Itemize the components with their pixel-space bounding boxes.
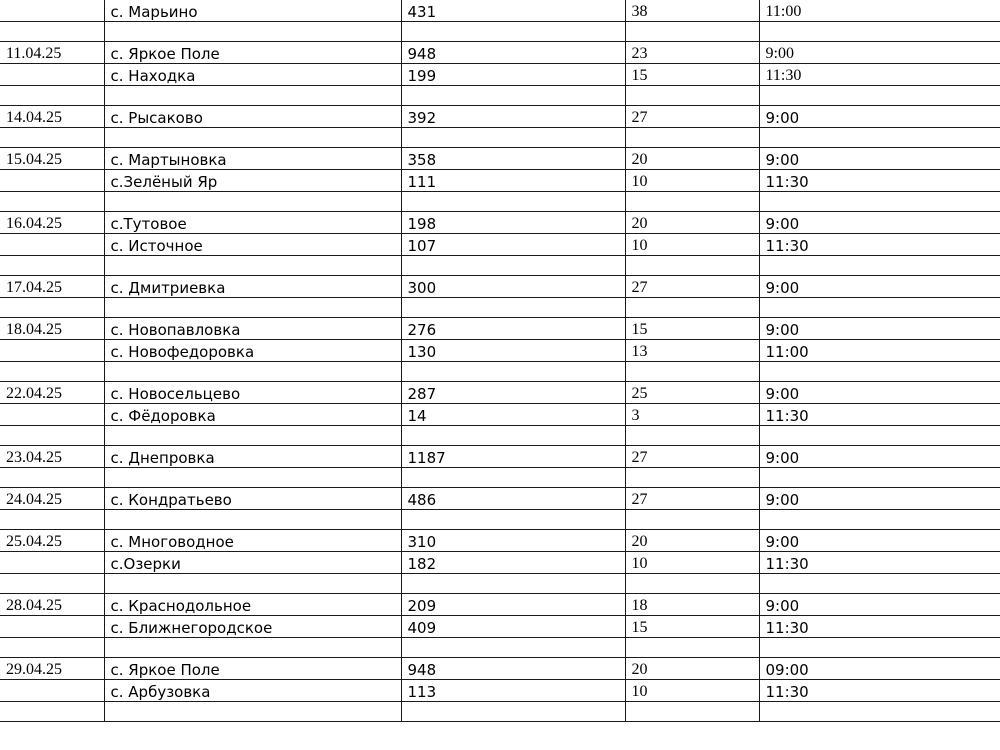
time-cell: 11:00	[759, 340, 1000, 362]
date-cell: 15.04.25	[0, 148, 104, 170]
time-cell: 11:30	[759, 170, 1000, 192]
separator-row	[0, 256, 1000, 276]
settlement-cell: с. Фёдоровка	[104, 404, 401, 426]
table-row	[0, 594, 1000, 616]
date-cell	[0, 616, 104, 638]
empty-cell	[104, 298, 401, 318]
count-cell: 38	[625, 0, 759, 22]
settlement-cell: с. Новофедоровка	[104, 340, 401, 362]
empty-cell	[0, 510, 104, 530]
empty-cell	[401, 86, 625, 106]
empty-cell	[104, 22, 401, 42]
empty-cell	[104, 468, 401, 488]
settlement-cell: с. Яркое Поле	[104, 658, 401, 680]
time-cell: 11:00	[759, 0, 1000, 22]
empty-cell	[759, 298, 1000, 318]
time-cell: 11:30	[759, 234, 1000, 256]
empty-cell	[0, 638, 104, 658]
empty-cell	[0, 702, 104, 722]
date-cell: 24.04.25	[0, 488, 104, 510]
date-cell: 28.04.25	[0, 594, 104, 616]
settlement-cell: с. Кондратьево	[104, 488, 401, 510]
separator-row	[0, 128, 1000, 148]
number-cell: 358	[401, 148, 625, 170]
empty-cell	[401, 426, 625, 446]
table-row	[0, 318, 1000, 340]
count-cell: 27	[625, 276, 759, 298]
separator-row	[0, 426, 1000, 446]
empty-cell	[104, 638, 401, 658]
number-cell: 310	[401, 530, 625, 552]
table-row	[0, 680, 1000, 702]
count-cell: 15	[625, 64, 759, 86]
time-cell: 11:30	[759, 616, 1000, 638]
separator-row	[0, 22, 1000, 42]
table-row	[0, 234, 1000, 256]
count-cell: 20	[625, 530, 759, 552]
empty-cell	[401, 574, 625, 594]
count-cell: 10	[625, 552, 759, 574]
separator-row	[0, 362, 1000, 382]
empty-cell	[759, 192, 1000, 212]
count-cell: 27	[625, 446, 759, 468]
time-cell: 9:00	[759, 446, 1000, 468]
empty-cell	[625, 702, 759, 722]
separator-row	[0, 702, 1000, 722]
separator-row	[0, 86, 1000, 106]
empty-cell	[759, 510, 1000, 530]
number-cell: 130	[401, 340, 625, 362]
settlement-cell: с. Дмитриевка	[104, 276, 401, 298]
empty-cell	[104, 702, 401, 722]
separator-row	[0, 574, 1000, 594]
empty-cell	[0, 298, 104, 318]
settlement-cell: с.Озерки	[104, 552, 401, 574]
number-cell: 300	[401, 276, 625, 298]
table-row	[0, 446, 1000, 468]
empty-cell	[625, 574, 759, 594]
count-cell: 15	[625, 318, 759, 340]
separator-row	[0, 468, 1000, 488]
settlement-cell: с. Ближнегородское	[104, 616, 401, 638]
count-cell: 15	[625, 616, 759, 638]
table-row	[0, 148, 1000, 170]
settlement-cell: с. Днепровка	[104, 446, 401, 468]
settlement-cell: с. Краснодольное	[104, 594, 401, 616]
empty-cell	[625, 468, 759, 488]
date-cell	[0, 680, 104, 702]
number-cell: 409	[401, 616, 625, 638]
time-cell: 9:00	[759, 106, 1000, 128]
table-row	[0, 658, 1000, 680]
separator-row	[0, 638, 1000, 658]
number-cell: 199	[401, 64, 625, 86]
time-cell: 11:30	[759, 552, 1000, 574]
settlement-cell: с. Находка	[104, 64, 401, 86]
empty-cell	[625, 192, 759, 212]
empty-cell	[625, 22, 759, 42]
date-cell	[0, 340, 104, 362]
empty-cell	[401, 192, 625, 212]
empty-cell	[104, 362, 401, 382]
number-cell: 486	[401, 488, 625, 510]
empty-cell	[625, 510, 759, 530]
empty-cell	[401, 22, 625, 42]
empty-cell	[759, 702, 1000, 722]
empty-cell	[759, 426, 1000, 446]
table-row	[0, 0, 1000, 22]
settlement-cell: с. Мартыновка	[104, 148, 401, 170]
number-cell: 431	[401, 0, 625, 22]
separator-row	[0, 298, 1000, 318]
settlement-cell: с. Рысаково	[104, 106, 401, 128]
number-cell: 107	[401, 234, 625, 256]
time-cell: 9:00	[759, 530, 1000, 552]
time-cell: 9:00	[759, 212, 1000, 234]
count-cell: 3	[625, 404, 759, 426]
date-cell: 25.04.25	[0, 530, 104, 552]
count-cell: 25	[625, 382, 759, 404]
empty-cell	[401, 362, 625, 382]
count-cell: 10	[625, 680, 759, 702]
empty-cell	[104, 128, 401, 148]
number-cell: 1187	[401, 446, 625, 468]
empty-cell	[104, 86, 401, 106]
empty-cell	[0, 362, 104, 382]
date-cell	[0, 234, 104, 256]
empty-cell	[0, 256, 104, 276]
count-cell: 23	[625, 42, 759, 64]
table-row	[0, 276, 1000, 298]
count-cell: 27	[625, 106, 759, 128]
date-cell: 18.04.25	[0, 318, 104, 340]
table-row	[0, 64, 1000, 86]
empty-cell	[0, 192, 104, 212]
empty-cell	[0, 128, 104, 148]
empty-cell	[0, 468, 104, 488]
time-cell: 11:30	[759, 64, 1000, 86]
empty-cell	[759, 128, 1000, 148]
empty-cell	[625, 86, 759, 106]
date-cell: 14.04.25	[0, 106, 104, 128]
time-cell: 9:00	[759, 148, 1000, 170]
empty-cell	[625, 426, 759, 446]
settlement-cell: с.Зелёный Яр	[104, 170, 401, 192]
date-cell	[0, 552, 104, 574]
time-cell: 9:00	[759, 318, 1000, 340]
table-row	[0, 340, 1000, 362]
empty-cell	[401, 510, 625, 530]
date-cell	[0, 404, 104, 426]
date-cell: 23.04.25	[0, 446, 104, 468]
date-cell: 16.04.25	[0, 212, 104, 234]
settlement-cell: с. Марьино	[104, 0, 401, 22]
count-cell: 13	[625, 340, 759, 362]
empty-cell	[104, 574, 401, 594]
settlement-cell: с. Арбузовка	[104, 680, 401, 702]
empty-cell	[759, 574, 1000, 594]
empty-cell	[0, 22, 104, 42]
empty-cell	[0, 86, 104, 106]
empty-cell	[401, 638, 625, 658]
time-cell: 11:30	[759, 404, 1000, 426]
table-row	[0, 42, 1000, 64]
number-cell: 392	[401, 106, 625, 128]
count-cell: 18	[625, 594, 759, 616]
empty-cell	[401, 128, 625, 148]
settlement-cell: с. Многоводное	[104, 530, 401, 552]
table-row	[0, 170, 1000, 192]
number-cell: 948	[401, 658, 625, 680]
empty-cell	[759, 86, 1000, 106]
settlement-cell: с. Яркое Поле	[104, 42, 401, 64]
empty-cell	[759, 362, 1000, 382]
date-cell	[0, 0, 104, 22]
settlement-cell: с. Новосельцево	[104, 382, 401, 404]
settlement-cell: с. Новопавловка	[104, 318, 401, 340]
settlement-cell: с.Тутовое	[104, 212, 401, 234]
empty-cell	[625, 638, 759, 658]
time-cell: 9:00	[759, 594, 1000, 616]
empty-cell	[104, 256, 401, 276]
empty-cell	[401, 702, 625, 722]
time-cell: 9:00	[759, 276, 1000, 298]
number-cell: 948	[401, 42, 625, 64]
table-row	[0, 106, 1000, 128]
separator-row	[0, 510, 1000, 530]
date-cell: 17.04.25	[0, 276, 104, 298]
date-cell: 22.04.25	[0, 382, 104, 404]
empty-cell	[104, 510, 401, 530]
table-row	[0, 552, 1000, 574]
empty-cell	[625, 128, 759, 148]
empty-cell	[104, 426, 401, 446]
empty-cell	[625, 256, 759, 276]
date-cell: 29.04.25	[0, 658, 104, 680]
table-row	[0, 530, 1000, 552]
count-cell: 27	[625, 488, 759, 510]
empty-cell	[401, 256, 625, 276]
count-cell: 20	[625, 658, 759, 680]
time-cell: 11:30	[759, 680, 1000, 702]
empty-cell	[625, 362, 759, 382]
empty-cell	[759, 468, 1000, 488]
table-row	[0, 616, 1000, 638]
empty-cell	[0, 574, 104, 594]
separator-row	[0, 192, 1000, 212]
date-cell: 11.04.25	[0, 42, 104, 64]
count-cell: 10	[625, 170, 759, 192]
table-row	[0, 404, 1000, 426]
empty-cell	[759, 256, 1000, 276]
count-cell: 10	[625, 234, 759, 256]
empty-cell	[759, 22, 1000, 42]
empty-cell	[759, 638, 1000, 658]
number-cell: 111	[401, 170, 625, 192]
empty-cell	[0, 426, 104, 446]
number-cell: 198	[401, 212, 625, 234]
table-row	[0, 488, 1000, 510]
time-cell: 9:00	[759, 382, 1000, 404]
date-cell	[0, 64, 104, 86]
number-cell: 287	[401, 382, 625, 404]
time-cell: 09:00	[759, 658, 1000, 680]
number-cell: 209	[401, 594, 625, 616]
count-cell: 20	[625, 148, 759, 170]
number-cell: 182	[401, 552, 625, 574]
time-cell: 9:00	[759, 42, 1000, 64]
time-cell: 9:00	[759, 488, 1000, 510]
number-cell: 276	[401, 318, 625, 340]
date-cell	[0, 170, 104, 192]
table-row	[0, 382, 1000, 404]
empty-cell	[625, 298, 759, 318]
number-cell: 14	[401, 404, 625, 426]
table-row	[0, 212, 1000, 234]
number-cell: 113	[401, 680, 625, 702]
empty-cell	[401, 468, 625, 488]
empty-cell	[104, 192, 401, 212]
count-cell: 20	[625, 212, 759, 234]
empty-cell	[401, 298, 625, 318]
settlement-cell: с. Источное	[104, 234, 401, 256]
